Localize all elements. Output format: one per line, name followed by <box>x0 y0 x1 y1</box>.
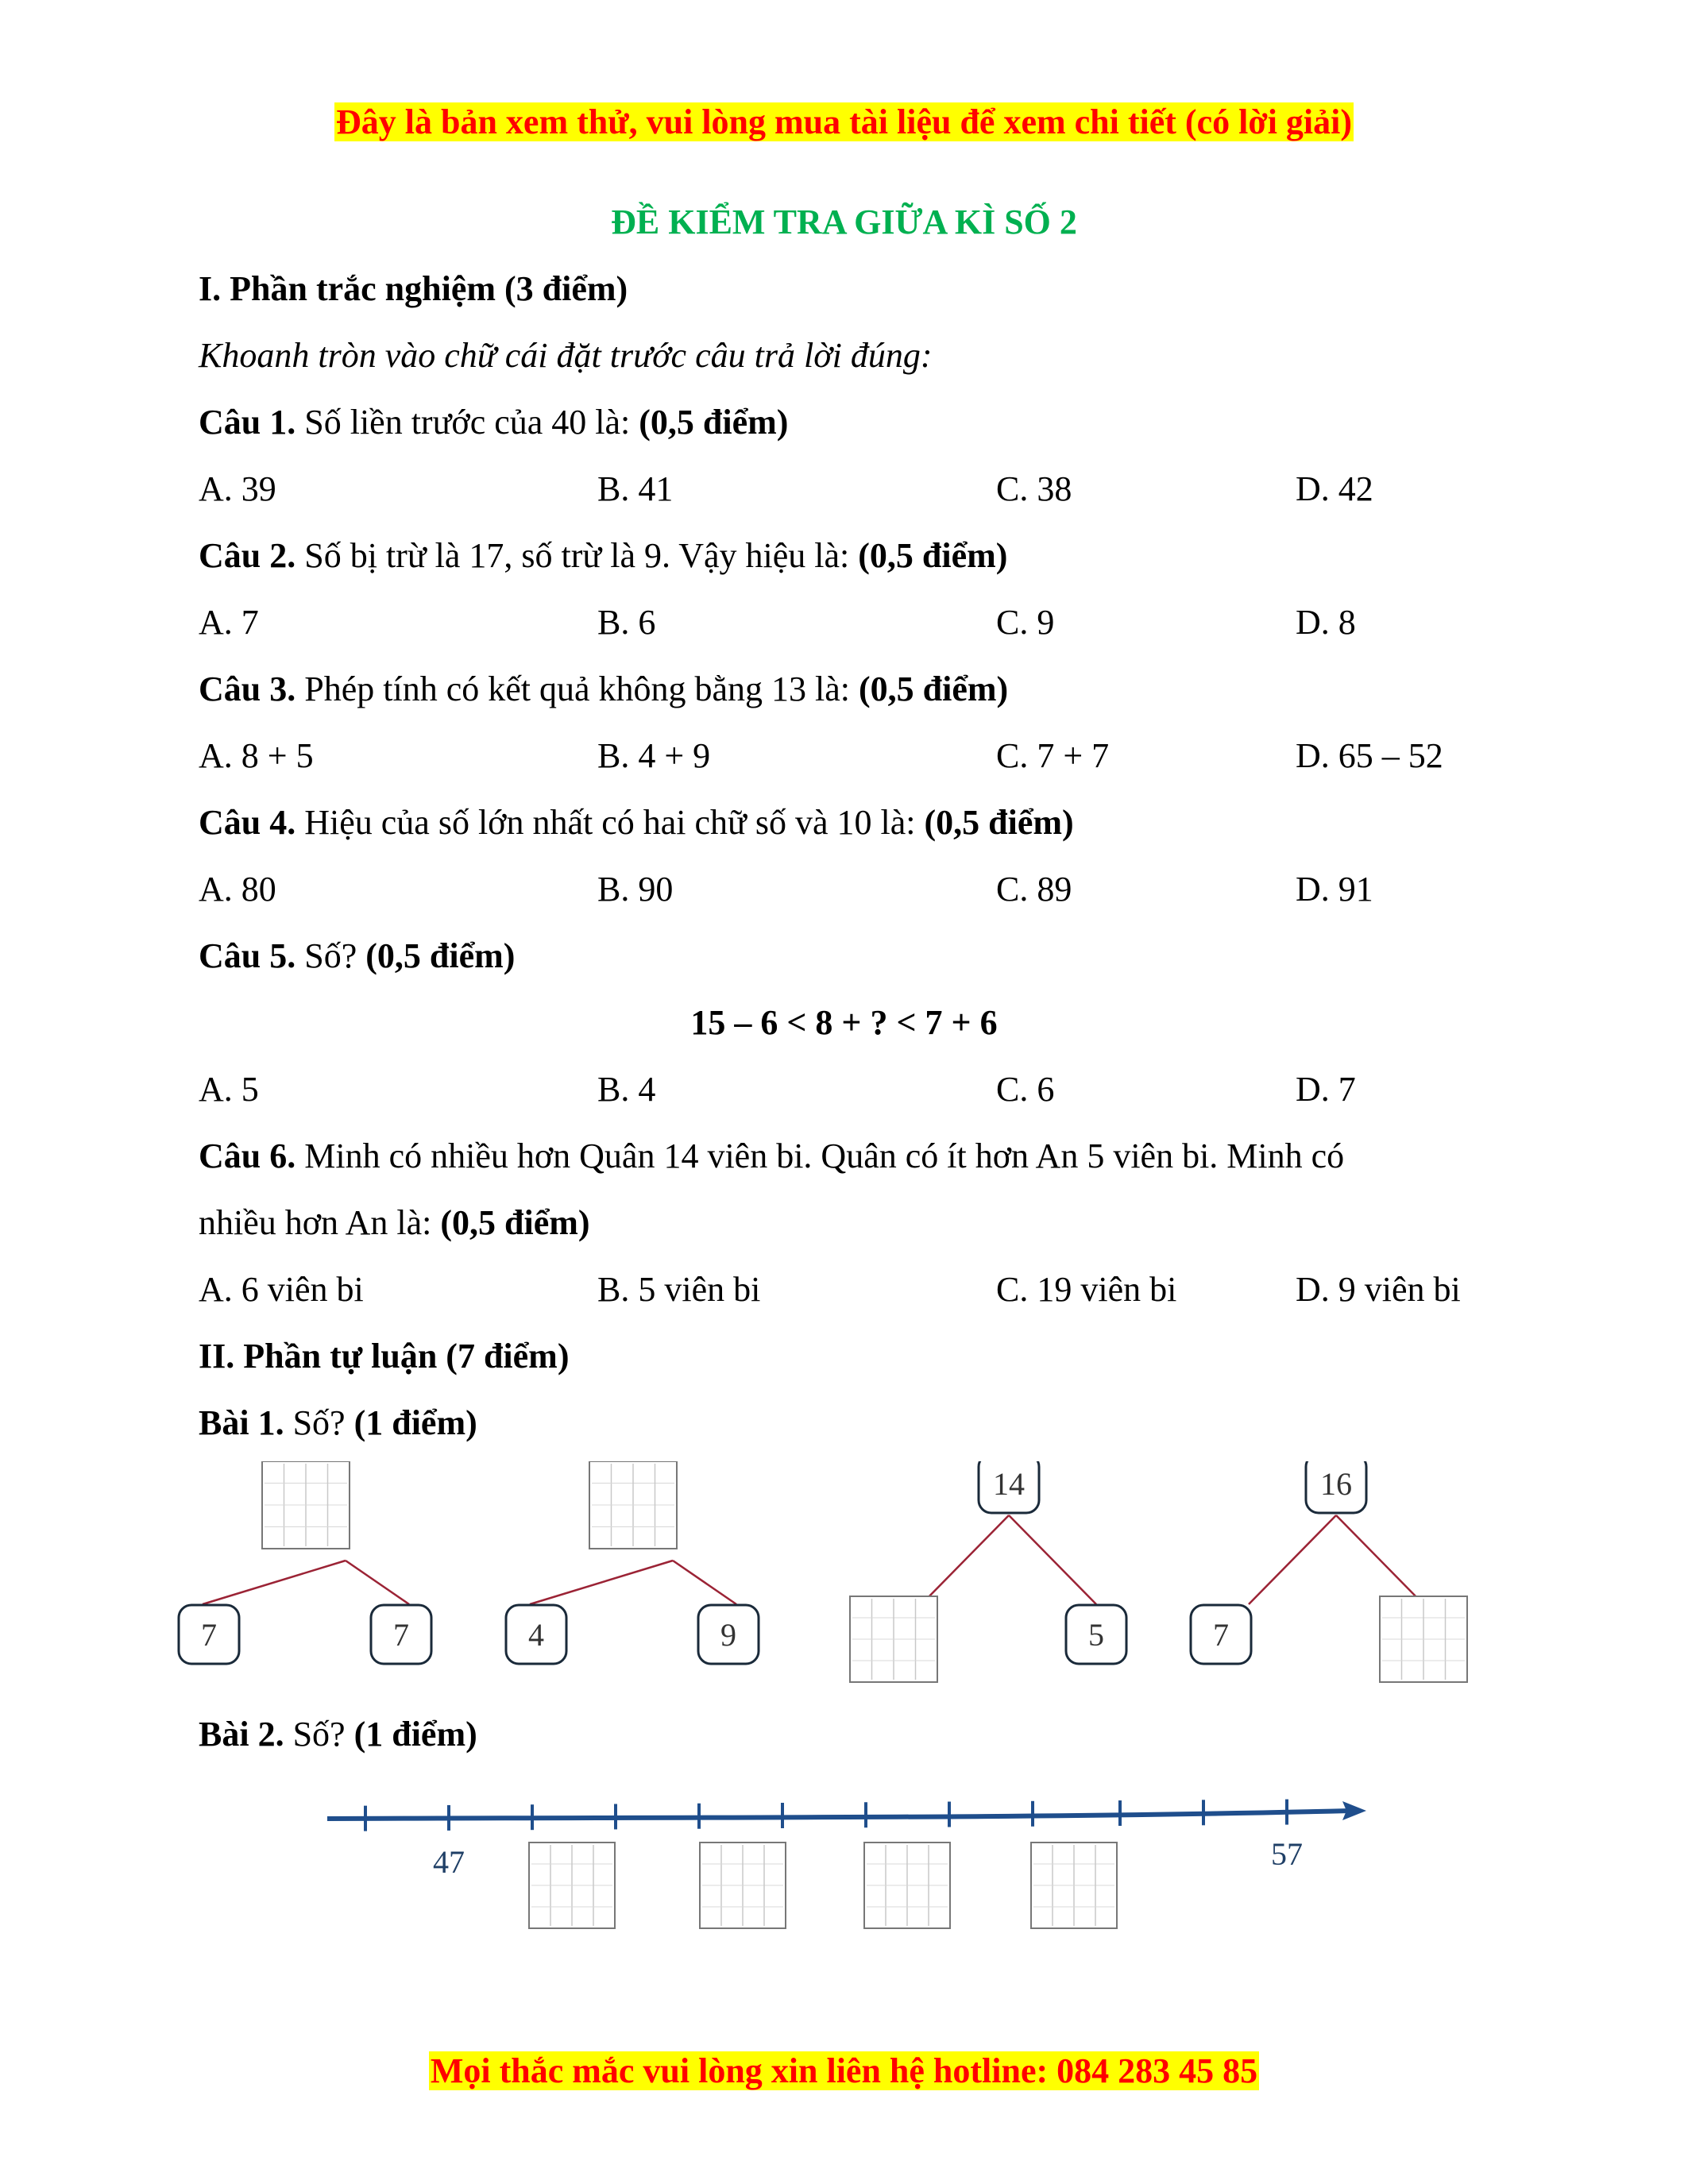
q3-option-c[interactable]: C. 7 + 7 <box>996 736 1110 775</box>
bai-text: Số? <box>284 1403 354 1442</box>
question-text: Hiệu của số lớn nhất có hai chữ số và 10 là: <box>295 803 925 842</box>
q4-option-a[interactable]: A. 80 <box>199 870 276 909</box>
question-text: Số bị trừ là 17, số trừ là 9. Vậy hiệu là: <box>295 536 859 575</box>
q1-option-a[interactable]: A. 39 <box>199 469 276 508</box>
question-3 <box>199 666 1008 713</box>
question-4 <box>199 799 1074 847</box>
tree-left-number <box>506 1605 566 1664</box>
tree-branch-left <box>203 1561 346 1604</box>
question-points: (0,5 điểm) <box>924 803 1074 842</box>
bai-points: (1 điểm) <box>353 1403 477 1442</box>
question-1 <box>199 399 788 446</box>
preview-notice-text: Đây là bản xem thử, vui lòng mua tài liệu để xem chi tiết (có lời giải) <box>335 102 1353 141</box>
tree-branch-right <box>1336 1515 1423 1604</box>
number-tree <box>1191 1461 1467 1682</box>
question-text: Số? <box>295 936 366 975</box>
bai-text: Số? <box>284 1715 354 1754</box>
tree-branch-left <box>530 1561 673 1604</box>
tree-branch-left <box>921 1515 1009 1604</box>
bai-points: (1 điểm) <box>353 1715 477 1754</box>
q6-option-d[interactable]: D. 9 viên bi <box>1296 1270 1461 1309</box>
q2-option-d[interactable]: D. 8 <box>1296 603 1356 642</box>
tree-left-number <box>1191 1605 1251 1664</box>
number-tree <box>850 1461 1126 1682</box>
number-box-value: 7 <box>393 1617 409 1653</box>
q6-option-c[interactable]: C. 19 viên bi <box>996 1270 1177 1309</box>
question-points: (0,5 điểm) <box>859 669 1009 708</box>
q5-option-d[interactable]: D. 7 <box>1296 1070 1356 1109</box>
q1-option-b[interactable]: B. 41 <box>597 469 674 508</box>
number-box-value: 4 <box>528 1617 544 1653</box>
tree-left-number <box>179 1605 239 1664</box>
q5-option-a[interactable]: A. 5 <box>199 1070 259 1109</box>
tree-top-number <box>979 1461 1039 1513</box>
part2-heading: II. Phần tự luận (7 điểm) <box>199 1337 570 1376</box>
q5-option-b[interactable]: B. 4 <box>597 1070 656 1109</box>
q2-option-c[interactable]: C. 9 <box>996 603 1055 642</box>
q4-option-d[interactable]: D. 91 <box>1296 870 1373 909</box>
tree-left-answer-box[interactable] <box>850 1596 937 1682</box>
question-points: (0,5 điểm) <box>858 536 1008 575</box>
q5-option-c[interactable]: C. 6 <box>996 1070 1055 1109</box>
number-tree <box>506 1461 759 1664</box>
question-text: Số liền trước của 40 là: <box>295 403 639 442</box>
part1-instruction: Khoanh tròn vào chữ cái đặt trước câu trả lời đúng: <box>199 336 933 375</box>
tree-top-number <box>1306 1461 1366 1513</box>
tree-branch-right <box>346 1561 409 1604</box>
q1-option-d[interactable]: D. 42 <box>1296 469 1373 508</box>
tree-right-number <box>1066 1605 1126 1664</box>
question-label: Câu 1. <box>199 403 296 442</box>
q6-option-a[interactable]: A. 6 viên bi <box>199 1270 364 1309</box>
number-line-end-label: 57 <box>1271 1836 1303 1872</box>
number-box-value: 7 <box>201 1617 217 1653</box>
bai-label: Bài 1. <box>199 1403 284 1442</box>
q4-option-c[interactable]: C. 89 <box>996 870 1072 909</box>
number-line-axis <box>327 1811 1350 1819</box>
tree-top-answer-box[interactable] <box>262 1461 350 1549</box>
number-box-value: 7 <box>1213 1617 1229 1653</box>
tree-branch-right <box>1009 1515 1096 1604</box>
q2-option-a[interactable]: A. 7 <box>199 603 259 642</box>
number-box-value: 9 <box>720 1617 736 1653</box>
question-label: Câu 3. <box>199 669 296 708</box>
bai-label: Bài 2. <box>199 1715 284 1754</box>
q5-expression: 15 – 6 < 8 + ? < 7 + 6 <box>690 1003 998 1042</box>
question-label: Câu 5. <box>199 936 296 975</box>
hotline-notice <box>0 2047 1688 2095</box>
question-points: (0,5 điểm) <box>440 1203 590 1242</box>
preview-notice <box>0 98 1688 146</box>
question-text: Minh có nhiều hơn Quân 14 viên bi. Quân có ít hơn An 5 viên bi. Minh có <box>295 1136 1345 1175</box>
question-points: (0,5 điểm) <box>639 403 789 442</box>
question-text: nhiều hơn An là: <box>199 1203 441 1242</box>
question-label: Câu 2. <box>199 536 296 575</box>
q3-option-d[interactable]: D. 65 – 52 <box>1296 736 1443 775</box>
question-text: Phép tính có kết quả không bằng 13 là: <box>295 669 859 708</box>
question-5 <box>199 932 515 980</box>
number-tree <box>179 1461 431 1664</box>
tree-branch-right <box>673 1561 736 1604</box>
question-label: Câu 4. <box>199 803 296 842</box>
q1-option-c[interactable]: C. 38 <box>996 469 1072 508</box>
number-line <box>0 1779 1688 1938</box>
number-box-value: 5 <box>1088 1617 1104 1653</box>
tree-right-answer-box[interactable] <box>1380 1596 1467 1682</box>
question-6 <box>199 1133 1344 1180</box>
tree-branch-left <box>1249 1515 1336 1604</box>
q2-option-b[interactable]: B. 6 <box>597 603 656 642</box>
number-line-answer-box-1[interactable] <box>529 1843 615 1928</box>
number-line-start-label: 47 <box>433 1844 465 1880</box>
tree-top-answer-box[interactable] <box>589 1461 677 1549</box>
part1-heading: I. Phần trắc nghiệm (3 điểm) <box>199 269 628 308</box>
question-6-cont <box>199 1199 590 1247</box>
number-box-value: 14 <box>993 1466 1025 1502</box>
q3-option-a[interactable]: A. 8 + 5 <box>199 736 314 775</box>
question-points: (0,5 điểm) <box>365 936 516 975</box>
question-2 <box>199 532 1007 580</box>
bai-2 <box>199 1711 477 1758</box>
number-trees <box>0 1461 1688 1684</box>
q6-option-b[interactable]: B. 5 viên bi <box>597 1270 761 1309</box>
question-label: Câu 6. <box>199 1136 296 1175</box>
number-line-answer-box-3[interactable] <box>864 1843 950 1928</box>
tree-right-number <box>371 1605 431 1664</box>
tree-right-number <box>698 1605 759 1664</box>
hotline-notice-text: Mọi thắc mắc vui lòng xin liên hệ hotline: 084 283 45 85 <box>430 2051 1258 2090</box>
q3-option-b[interactable]: B. 4 + 9 <box>597 736 711 775</box>
number-box-value: 16 <box>1320 1466 1352 1502</box>
number-line-answer-box-2[interactable] <box>700 1843 786 1928</box>
number-line-answer-box-4[interactable] <box>1031 1843 1117 1928</box>
q4-option-b[interactable]: B. 90 <box>597 870 674 909</box>
bai-1 <box>199 1399 477 1447</box>
exam-title: ĐỀ KIỂM TRA GIỮA KÌ SỐ 2 <box>611 203 1077 241</box>
